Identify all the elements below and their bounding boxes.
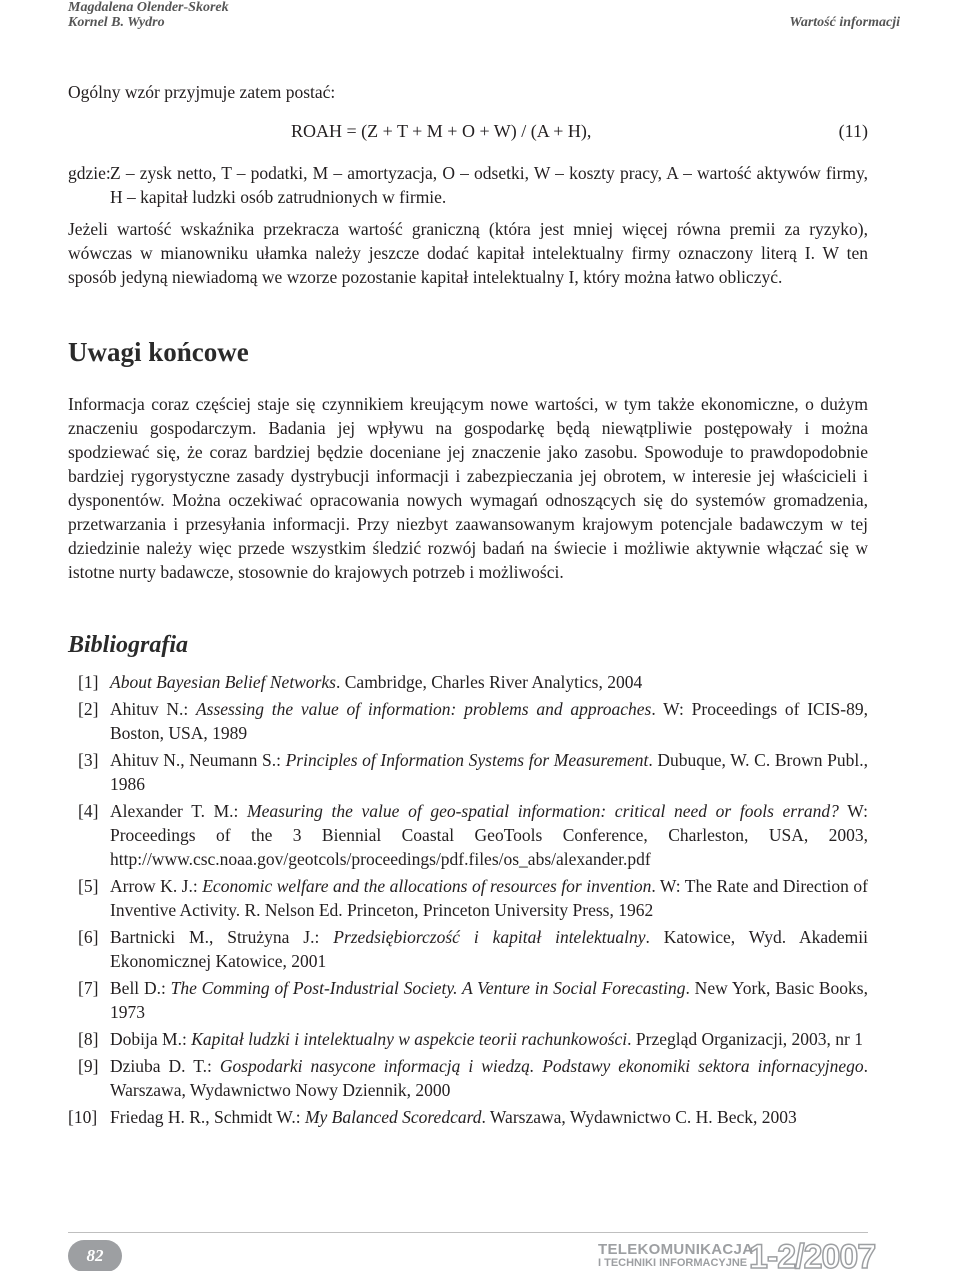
equation-11 (68, 121, 868, 147)
entry-authors: Ahituv N., Neumann S.: (110, 750, 286, 770)
section-heading-final-remarks: Uwagi końcowe (68, 337, 249, 367)
entry-title: Kapitał ludzki i intelektualny w aspekcie teorii rachunkowości (191, 1029, 628, 1049)
entry-authors: Dziuba D. T.: (110, 1056, 220, 1076)
entry-title: Measuring the value of geo-spatial information: critical need or fools errand? (247, 801, 839, 821)
entry-title: About Bayesian Belief Networks (110, 672, 336, 692)
bibliography-entry (68, 1027, 868, 1051)
entry-title: Assessing the value of information: problems and approaches (195, 699, 652, 719)
entry-details: . New York, Basic Books, 1973 (110, 978, 868, 1022)
variable-definitions (68, 161, 868, 209)
entry-details: . Przegląd Organizacji, 2003, nr 1 (627, 1029, 864, 1049)
equation-expression: ROAH = (Z + T + M + O + W) / (A + H), (291, 121, 592, 141)
entry-details: . W: The Rate and Direction of Inventive Activity. R. Nelson Ed. Princeton, Princeton University Press, 1962 (110, 876, 868, 920)
entry-number: [7] (78, 978, 99, 998)
journal-logo (598, 1242, 753, 1270)
entry-details: . Katowice, Wyd. Akademii Ekonomicznej Katowice, 2001 (110, 927, 869, 971)
bibliography-entry (68, 976, 868, 1024)
page-footer (0, 1210, 960, 1271)
entry-title: The Comming of Post-Industrial Society. A Venture in Social Forecasting (170, 978, 686, 998)
paragraph-final-remarks: Informacja coraz częściej staje się czynnikiem kreującym nowe wartości, w tym także ekonomiczne, o dużym znaczeniu gospodarczym. Badania jej wpływu na gospodarkę będą niewątpliwie postępowały i można spodziewać się, że coraz bardziej będzie doceniane jej znaczenie jako zasobu. Spowoduje to prawdopodobnie bardziej rygorystyczne zasady dystrybucji informacji i zabezpieczania jej obrotem, w interesie jej właścicieli i dysponentów. Można oczekiwać opracowania nowych wymagań odnoszących się do systemów gromadzenia, przetwarzania i przesyłania informacji. Przy niezbyt zaawansowanym krajowym potencjale badawczym w tej dziedzinie należy więc przede wszystkim śledzić rozwój badań na świecie i możliwie aktywnie włączać się w istotne nurty badawcze, stosownie do krajowych potrzeb i możliwości. (68, 394, 868, 582)
where-text: Z – zysk netto, T – podatki, M – amortyzacja, O – odsetki, W – koszty pracy, A – wartość aktywów firmy, H – kapitał ludzki osób zatrudnionych w firmie. (110, 163, 868, 207)
entry-authors: Ahituv N.: (110, 699, 196, 719)
bibliography-entry (68, 1054, 868, 1102)
bibliography-entry (68, 748, 868, 796)
entry-details: . Dubuque, W. C. Brown Publ., 1986 (110, 750, 868, 794)
bibliography-entry (68, 670, 868, 694)
entry-authors: Arrow K. J.: (110, 876, 203, 896)
paragraph-threshold: Jeżeli wartość wskaźnika przekracza wartość graniczną (która jest mniej więcej równa premii za ryzyko), wówczas w mianowniku ułamka należy jeszcze dodać kapitał intelektualny firmy oznaczony literą I. W ten sposób jedyną niewiadomą we wzorze pozostanie kapitał intelektualny I, który można łatwo obliczyć. (68, 219, 868, 287)
journal-name-line-2: I TECHNIKI INFORMACYJNE (598, 1257, 748, 1269)
entry-authors: Alexander T. M.: (110, 801, 248, 821)
bibliography-entry (68, 1105, 868, 1129)
entry-number: [10] (68, 1107, 98, 1127)
entry-title: Economic welfare and the allocations of resources for invention (202, 876, 652, 896)
entry-authors: Bartnicki M., Strużyna J.: (110, 927, 334, 947)
entry-number: [8] (78, 1029, 99, 1049)
header-article-title: Wartość informacji (789, 15, 900, 30)
journal-name-line-1: TELEKOMUNIKACJA (598, 1241, 754, 1258)
footer-divider (68, 1232, 868, 1233)
page-number: 82 (86, 1246, 104, 1265)
entry-title: Principles of Information Systems for Measurement (285, 750, 649, 770)
entry-details: . Warszawa, Wydawnictwo Nowy Dziennik, 2000 (110, 1056, 868, 1100)
running-header (68, 0, 900, 32)
entry-number: [2] (78, 699, 99, 719)
bibliography-entry (68, 874, 868, 922)
bibliography-list (68, 670, 868, 1132)
entry-authors: Dobija M.: (110, 1029, 192, 1049)
entry-details: . Warszawa, Wydawnictwo C. H. Beck, 2003 (481, 1107, 797, 1127)
entry-authors: Bell D.: (110, 978, 171, 998)
where-label: gdzie: (68, 163, 111, 183)
bibliography-entry (68, 925, 868, 973)
header-author-2: Kornel B. Wydro (68, 15, 165, 30)
issue-number: 1-2/2007 (749, 1238, 876, 1271)
formula-intro-text: Ogólny wzór przyjmuje zatem postać: (68, 82, 336, 102)
bibliography-heading: Bibliografia (68, 632, 189, 658)
entry-number: [3] (78, 750, 99, 770)
entry-details: . Cambridge, Charles River Analytics, 2004 (336, 672, 643, 692)
entry-number: [4] (78, 801, 99, 821)
entry-number: [6] (78, 927, 99, 947)
entry-number: [5] (78, 876, 99, 896)
equation-number: (11) (838, 121, 868, 141)
entry-title: Przedsiębiorczość i kapitał intelektualny (333, 927, 646, 947)
entry-number: [9] (78, 1056, 99, 1076)
bibliography-entry (68, 697, 868, 745)
entry-authors: Friedag H. R., Schmidt W.: (110, 1107, 305, 1127)
header-author-1: Magdalena Olender-Skorek (68, 0, 229, 15)
header-authors (68, 0, 229, 30)
entry-number: [1] (78, 672, 99, 692)
entry-details: . W: Proceedings of ICIS-89, Boston, USA, 1989 (110, 699, 868, 743)
entry-title: Gospodarki nasycone informacją i wiedzą. Podstawy ekonomiki sektora infornacyjnego (219, 1056, 864, 1076)
entry-details: W: Proceedings of the 3 Biennial Coastal GeoTools Conference, Charleston, USA, 2003, http://www.csc.noaa.gov/geotcols/proceedings/pdf.files/os_abs/alexander.pdf (110, 801, 868, 869)
entry-title: My Balanced Scoredcard (304, 1107, 482, 1127)
bibliography-entry (68, 799, 868, 871)
